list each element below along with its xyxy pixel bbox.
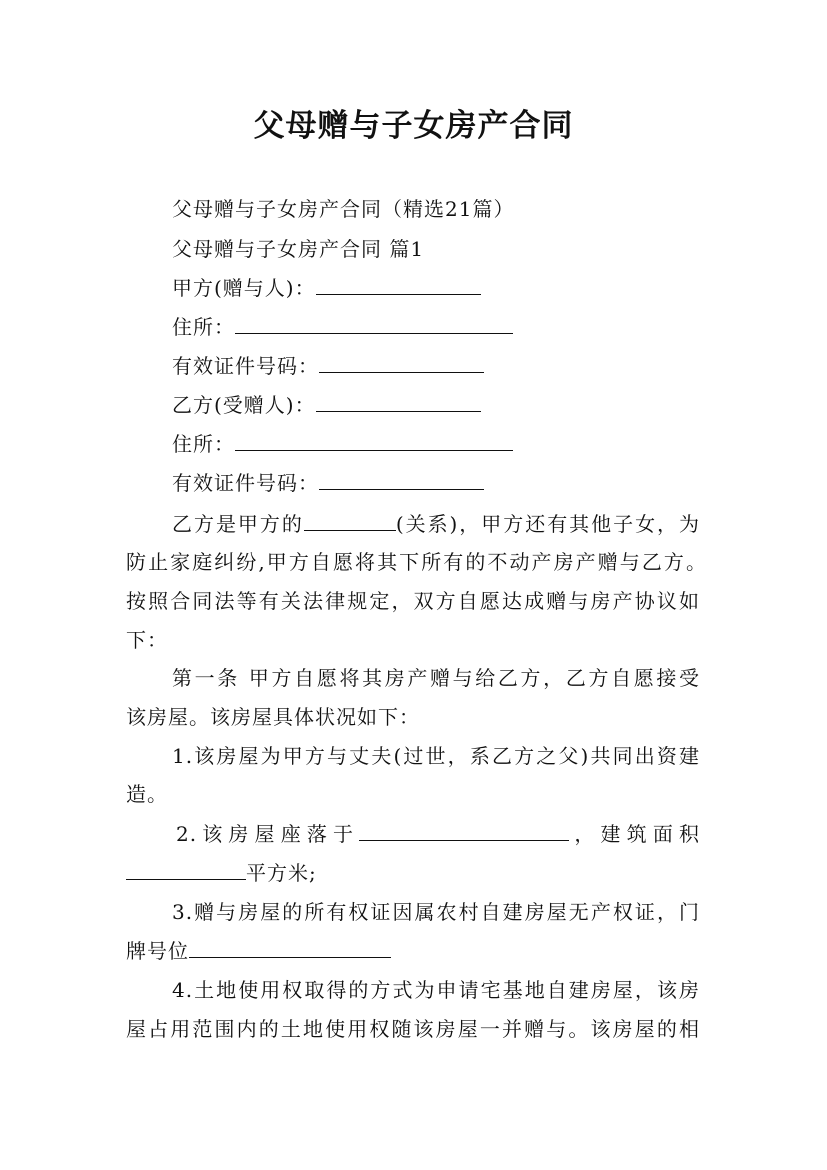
party-b-address-blank bbox=[235, 432, 513, 451]
intro-line-2: 防止家庭纠纷,甲方自愿将其下所有的不动产房产赠与乙方。 bbox=[126, 550, 706, 574]
party-b-id-field bbox=[172, 471, 484, 495]
item-2-line-2 bbox=[126, 861, 317, 885]
article-1-line-1: 第一条 甲方自愿将其房产赠与给乙方，乙方自愿接受 bbox=[172, 666, 700, 690]
intro-line-4: 下： bbox=[126, 628, 168, 652]
item-4-line-1: 4.土地使用权取得的方式为申请宅基地自建房屋，该房 bbox=[172, 978, 700, 1002]
party-b-address-label: 住所： bbox=[172, 432, 235, 456]
party-a-id-field bbox=[172, 354, 484, 378]
document-subtitle: 父母赠与子女房产合同（精选21篇） bbox=[172, 197, 515, 221]
item-2-text-a: 2.该房屋座落于 bbox=[176, 822, 360, 846]
relationship-blank bbox=[304, 512, 396, 531]
location-blank bbox=[359, 822, 569, 841]
area-blank bbox=[126, 861, 246, 880]
party-b-address-field bbox=[172, 432, 513, 456]
item-3-line-2 bbox=[126, 939, 391, 963]
document-title: 父母赠与子女房产合同 bbox=[253, 108, 574, 144]
item-2-text-b: ，建筑面积 bbox=[569, 822, 700, 846]
party-a-address-label: 住所： bbox=[172, 315, 235, 339]
article-1-line-2: 该房屋。该房屋具体状况如下： bbox=[126, 705, 420, 729]
section-heading: 父母赠与子女房产合同 篇1 bbox=[172, 237, 425, 261]
party-a-address-field bbox=[172, 315, 513, 339]
intro-text-b: (关系)，甲方还有其他子女，为 bbox=[395, 512, 701, 536]
party-a-address-blank bbox=[235, 315, 513, 334]
item-1-line-2: 造。 bbox=[126, 782, 168, 806]
party-a-label: 甲方(赠与人)： bbox=[172, 276, 316, 300]
item-1-line-1: 1.该房屋为甲方与丈夫(过世，系乙方之父)共同出资建 bbox=[172, 744, 700, 768]
item-2-area-unit: 平方米; bbox=[246, 861, 317, 885]
party-b-blank bbox=[316, 393, 481, 412]
item-2-line-1 bbox=[176, 822, 700, 846]
party-a-field bbox=[172, 276, 481, 300]
house-number-blank bbox=[189, 939, 391, 958]
party-a-blank bbox=[316, 276, 481, 295]
party-b-id-blank bbox=[319, 471, 484, 490]
intro-line-3: 按照合同法等有关法律规定，双方自愿达成赠与房产协议如 bbox=[126, 589, 700, 613]
party-b-label: 乙方(受赠人)： bbox=[172, 393, 316, 417]
item-4-line-2: 屋占用范围内的土地使用权随该房屋一并赠与。该房屋的相 bbox=[126, 1017, 700, 1041]
item-3-line-1: 3.赠与房屋的所有权证因属农村自建房屋无产权证，门 bbox=[172, 900, 700, 924]
item-3-text: 牌号位 bbox=[126, 939, 189, 963]
intro-text-a: 乙方是甲方的 bbox=[172, 512, 304, 536]
party-a-id-blank bbox=[319, 354, 484, 373]
party-b-field bbox=[172, 393, 481, 417]
party-b-id-label: 有效证件号码： bbox=[172, 471, 319, 495]
party-a-id-label: 有效证件号码： bbox=[172, 354, 319, 378]
intro-line-1 bbox=[172, 512, 700, 536]
